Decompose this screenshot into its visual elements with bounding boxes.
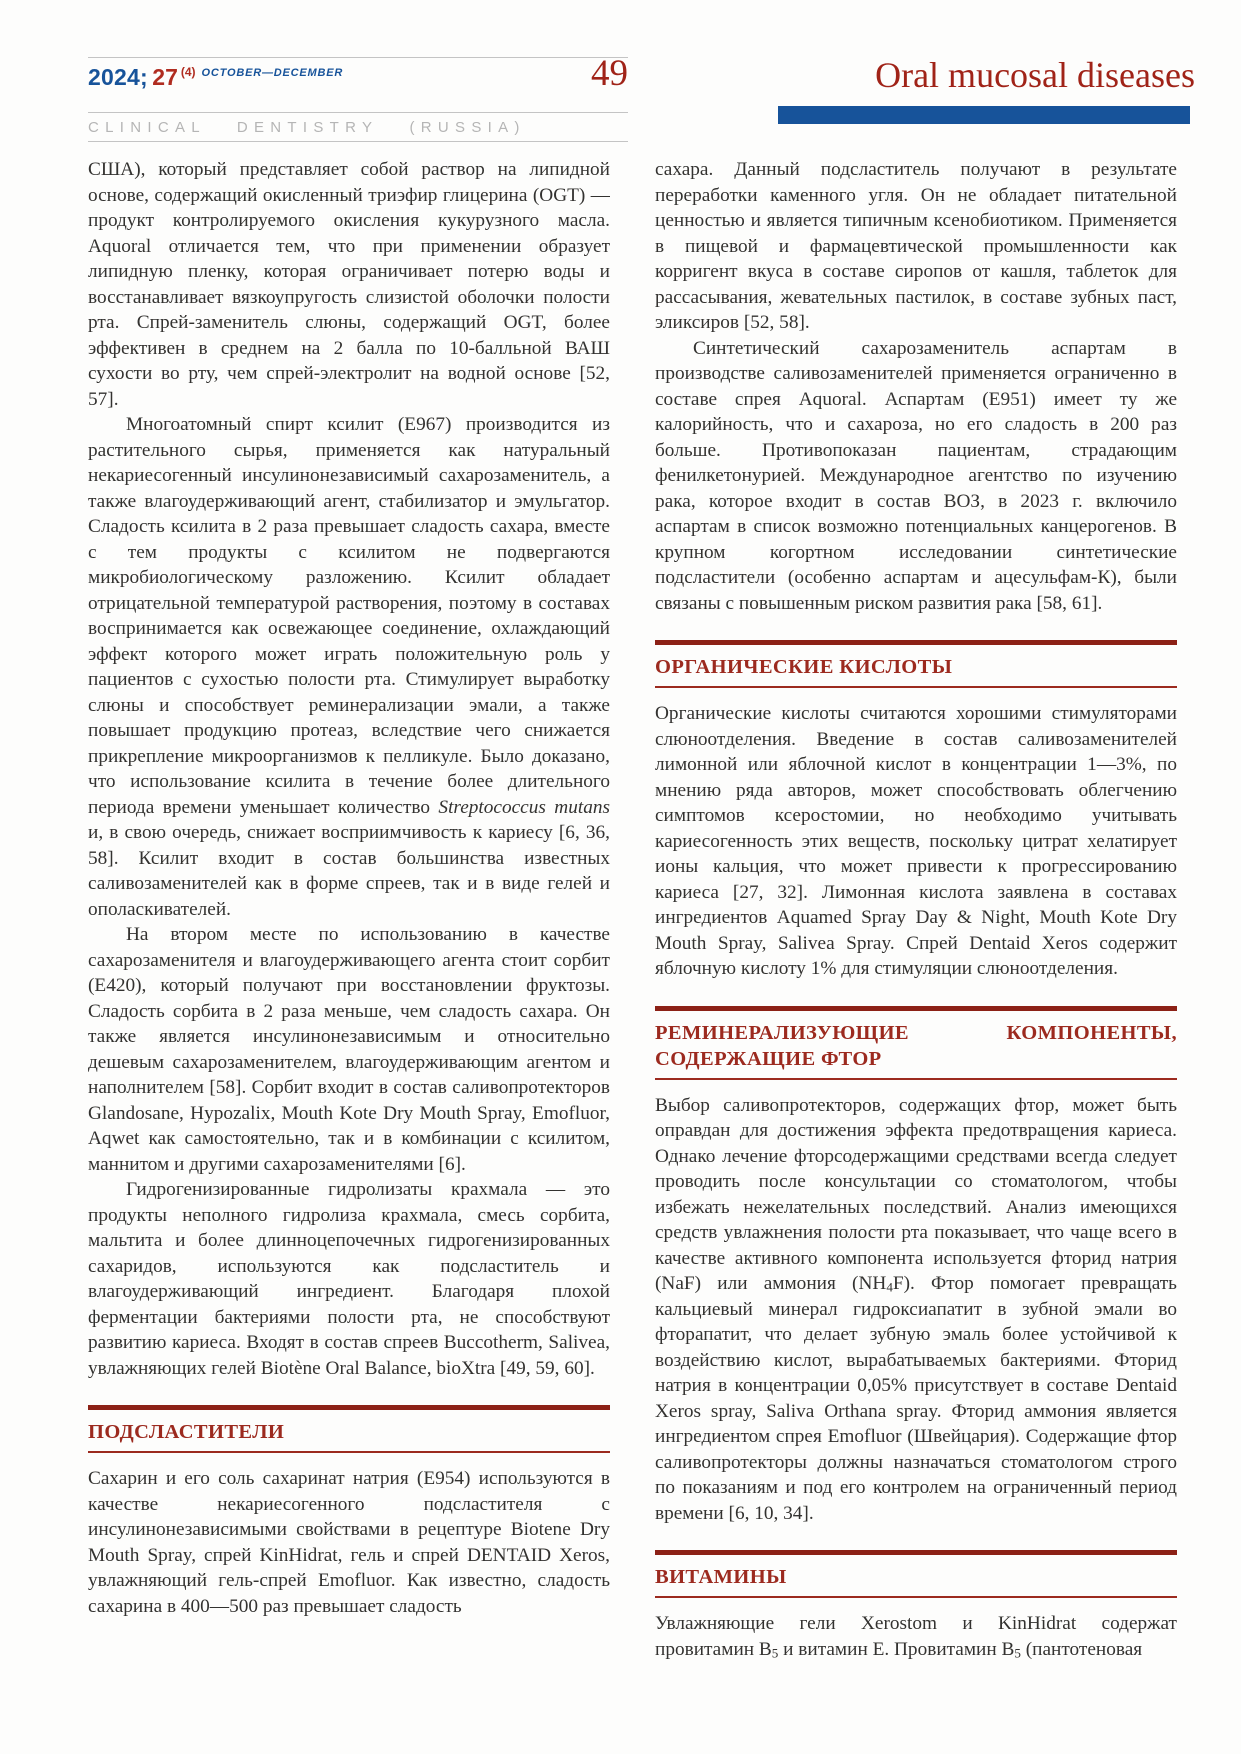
text-segment: Многоатомный спирт ксилит (E967) производится из растительного сырья, применяется как натуральный некариесогенный инсулинонезависимый сахарозаменитель, а также влагоудерживающий агент, стабилизатор и эмульгатор. Сладость ксилита в 2 раза превышает сладость сахара, вместе с тем продукты с ксилитом не подвергаются микробиологическому разложению. Ксилит обладает отрицательной температурой растворения, поэтому в составах воспринимается как освежающее соединение, охлаждающий эффект которого может играть положительную роль у пациентов с сухостью полости рта. Стимулирует выработку слюны и способствует реминерализации эмали, а также повышает продукцию протеаз, вследствие чего снижается прикрепление микроорганизмов к пелликуле. Было доказано, что использование ксилита в течение более длительного периода времени уменьшает количество: [88, 414, 610, 818]
issue-months: OCTOBER—DECEMBER: [201, 67, 344, 79]
paragraph: [88, 412, 610, 922]
journal-name-band: CLINICAL DENTISTRY (RUSSIA): [88, 112, 628, 142]
paragraph: [655, 1093, 1177, 1527]
running-title: Oral mucosal diseases: [875, 55, 1195, 95]
paragraph: [655, 336, 1177, 617]
section-heading: ПОДСЛАСТИТЕЛИ: [88, 1421, 285, 1443]
section-rule-thick: [655, 1550, 1177, 1555]
paragraph: [88, 157, 610, 412]
section-heading: РЕМИНЕРАЛИЗУЮЩИЕ КОМПОНЕНТЫ, СОДЕРЖАЩИЕ ФТОР: [655, 1021, 1177, 1070]
volume-number: 27: [152, 64, 178, 90]
paragraph: [88, 1177, 610, 1381]
section-rule-thin: [655, 686, 1177, 688]
text-segment: и, в свою очередь, снижает восприимчивость к кариесу [6, 36, 58]. Ксилит входит в состав большинства известных саливозаменителей как в форме спреев, так и в виде гелей и ополаскивателей.: [88, 822, 610, 920]
text-segment: Сахарин и его соль сахаринат натрия (E954) используются в качестве некариесогенного подсластителя с инсулинонезависимыми свойствами в рецептуре Biotene Dry Mouth Spray, спрей KinHidrat, гель и спрей DENTAID Xeros, увлажняющий гель-спрей Emofluor. Как известно, сладость сахарина в 400—500 раз превышает сладость: [88, 1468, 610, 1617]
section-rule-thin: [655, 1078, 1177, 1080]
section-heading-block: [655, 1550, 1177, 1598]
section-rule-thick: [88, 1405, 610, 1410]
paragraph: [88, 922, 610, 1177]
italic-text: Streptococcus mutans: [438, 796, 610, 818]
paragraph: [88, 1466, 610, 1619]
publication-year: 2024;: [88, 64, 148, 90]
text-column-left: [88, 157, 610, 1727]
subscript-text: 5: [771, 1644, 779, 1660]
text-segment: На втором месте по использованию в качестве сахарозаменителя и влагоудерживающего агента стоит сорбит (E420), который получают при восстановлении фруктозы. Сладость сорбита в 2 раза меньше, чем сладость сахара. Он также является инсулинонезависимым и относительно дешевым сахарозаменителем, влагоудерживающим агентом и наполнителем [58]. Сорбит входит в состав саливопротекторов Glandosane, Hypozalix, Mouth Kote Dry Mouth Spray, Emofluor, Aqwet как самостоятельно, так и в комбинации с ксилитом, маннитом и другими сахарозаменителями [6].: [88, 924, 610, 1175]
text-segment: США), который представляет собой раствор на липидной основе, содержащий окисленный триэфир глицерина (OGT) — продукт контролируемого окисления кукурузного масла. Aquoral отличается тем, что при применении образует липидную пленку, которая ограничивает потерю воды и восстанавливает вязкоупругость слизистой оболочки полости рта. Спрей-заменитель слюны, содержащий OGT, более эффективен в среднем на 2 балла по 10-балльной ВАШ сухости во рту, чем спрей-электролит на водной основе [52, 57].: [88, 159, 610, 410]
section-heading: ОРГАНИЧЕСКИЕ КИСЛОТЫ: [655, 656, 953, 678]
section-heading-block: [655, 1006, 1177, 1080]
text-segment: (пантотеновая: [1020, 1638, 1143, 1660]
issue-number: (4): [180, 65, 196, 79]
section-rule-thick: [655, 640, 1177, 645]
text-segment: Гидрогенизированные гидролизаты крахмала — это продукты неполного гидролиза крахмала, смесь сорбита, мальтита и более длинноцепочечных гидрогенизированных сахаридов, используются как подсластитель и влагоудерживающий ингредиент. Благодаря плохой ферментации бактериями полости рта, не способствуют развитию кариеса. Входят в состав спреев Buccotherm, Salivea, увлажняющих гелей Biotène Oral Balance, bioXtra [49, 59, 60].: [88, 1179, 610, 1379]
subscript-text: 4: [886, 1279, 893, 1295]
text-segment: F). Фтор помогает превращать кальциевый минерал гидроксиапатит в зубной эмали во фторапатит, что делает зубную эмаль более устойчивой к воздействию кислот, вырабатываемых бактериями. Фторид натрия в концентрации 0,05% присутствует в составе Dentaid Xeros spray, Saliva Orthana spray. Фторид аммония является ингредиентом спрея Emofluor (Швейцария). Содержащие фтор саливопротекторы должны назначаться стоматологом строго по показаниям и под его контролем на ограниченный период времени [6, 10, 34].: [655, 1273, 1177, 1524]
text-segment: сахара. Данный подсластитель получают в результате переработки каменного угля. Он не обладает питательной ценностью и является типичным ксенобиотиком. Применяется в пищевой и фармацевтической промышленности как корригент вкуса в составе сиропов от кашля, таблеток для рассасывания, жевательных пастилок, в составе зубных паст, эликсиров [52, 58].: [655, 159, 1177, 333]
section-heading: ВИТАМИНЫ: [655, 1566, 787, 1588]
paragraph: [655, 1611, 1177, 1662]
section-rule-thin: [88, 1451, 610, 1453]
text-segment: Увлажняющие гели Xerostom и KinHidrat содержат провитамин B: [655, 1613, 1177, 1660]
text-segment: Органические кислоты считаются хорошими стимуляторами слюноотделения. Введение в состав саливозаменителей лимонной или яблочной кислот в концентрации 1—3%, по мнению ряда авторов, может способствовать облегчению симптомов ксеростомии, но необходимо учитывать кариесогенность этих веществ, поскольку цитрат хелатирует ионы кальция, что может привести к прогрессированию кариеса [27, 32]. Лимонная кислота заявлена в составах ингредиентов Aquamed Spray Day & Night, Mouth Kote Dry Mouth Spray, Salivea Spray. Спрей Dentaid Xeros содержит яблочную кислоту 1% для стимуляции слюноотделения.: [655, 703, 1177, 979]
page-number: 49: [591, 53, 628, 94]
text-segment: Синтетический сахарозаменитель аспартам в производстве саливозаменителей применяется ограниченно в составе спрея Aquoral. Аспартам (E951) имеет ту же калорийность, что и сахароза, но его сладость в 200 раз больше. Противопоказан пациентам, страдающим фенилкетонурией. Международное агентство по изучению рака, которое входит в состав ВОЗ, в 2023 г. включило аспартам в список возможно потенциальных канцерогенов. В крупном когортном исследовании синтетические подсластители (особенно аспартам и ацесульфам-К), были связаны с повышенным риском развития рака [58, 61].: [655, 337, 1177, 614]
section-heading-block: [88, 1405, 610, 1453]
subscript-text: 5: [1014, 1644, 1021, 1660]
title-underline-bar: [778, 106, 1190, 124]
text-segment: Выбор саливопротекторов, содержащих фтор, может быть оправдан для достижения эффекта предотвращения кариеса. Однако лечение фторсодержащими средствами всегда следует проводить после консультации со стоматологом, чтобы избежать нежелательных последствий. Анализ имеющихся средств увлажнения полости рта показывает, что чаще всего в качестве активного компонента используется фторид натрия (NaF) или аммония (NH: [655, 1094, 1177, 1294]
section-rule-thick: [655, 1006, 1177, 1011]
paragraph: [655, 157, 1177, 336]
section-rule-thin: [655, 1596, 1177, 1598]
text-segment: и витамин E. Провитамин B: [778, 1638, 1015, 1660]
paragraph: [655, 701, 1177, 982]
section-heading-block: [655, 640, 1177, 688]
text-column-right: [655, 157, 1177, 1727]
